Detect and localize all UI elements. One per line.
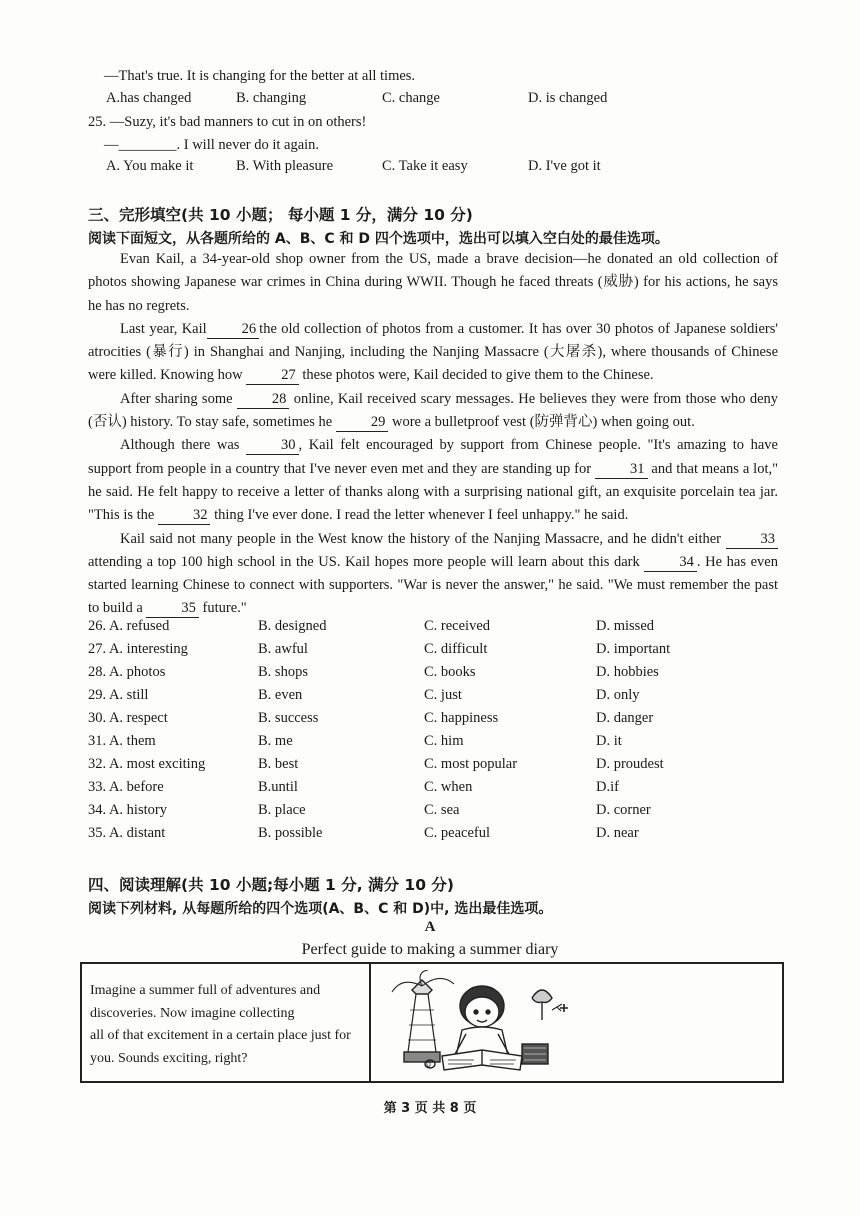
cloze-option-a[interactable]: 30. A. respect: [88, 710, 168, 726]
cloze-option-a[interactable]: 32. A. most exciting: [88, 756, 206, 772]
q25-option-d: D. I've got it: [528, 158, 601, 174]
cloze-option-row: [88, 733, 788, 755]
cloze-option-a[interactable]: 35. A. distant: [88, 825, 166, 841]
cloze-option-d[interactable]: D. it: [596, 733, 622, 749]
box-divider: [369, 964, 371, 1081]
cloze-option-d[interactable]: D.if: [596, 779, 619, 795]
cloze-option-c[interactable]: C. happiness: [424, 710, 499, 726]
blank-35[interactable]: 35: [146, 600, 199, 618]
cloze-paragraph-5: Kail said not many people in the West know the history of the Nanjing Massacre, and he didn't either 33 attending a top 100 high school in the US. Kail hopes more people will learn about this dark 34 . He has even started learning Chinese to connect with supporters. "War is never the answer," he said. "We must remember the past to build a 35 future.": [88, 530, 778, 617]
cloze-option-b[interactable]: B. possible: [258, 825, 323, 841]
cloze-option-c[interactable]: C. him: [424, 733, 464, 749]
blank-32[interactable]: 32: [158, 507, 211, 525]
cloze-option-row: [88, 756, 788, 778]
cloze-option-a[interactable]: 34. A. history: [88, 802, 167, 818]
q24-option-c: C. change: [382, 90, 440, 106]
q24-dialogue-answer: —That's true. It is changing for the better at all times.: [104, 68, 416, 84]
blank-27[interactable]: 27: [246, 367, 299, 385]
cloze-option-row: [88, 779, 788, 801]
cloze-option-row: [88, 802, 788, 824]
cloze-option-a[interactable]: 26. A. refused: [88, 618, 170, 634]
blank-26[interactable]: 26: [207, 321, 260, 339]
cloze-paragraph-4: Although there was 30 , Kail felt encouraged by support from Chinese people. "It's amazing to have support from people in a country that I've never even met and they are standing up for 31 and that means a lot," he said. He felt happy to receive a letter of thanks along with a surprising national gift, an exquisite porcelain tea jar. "This is the 32 thing I've ever done. I read the letter whenever I feel unhappy." he said.: [88, 437, 779, 524]
blank-34[interactable]: 34: [644, 554, 697, 572]
cloze-option-c[interactable]: C. sea: [424, 802, 460, 818]
cloze-option-d[interactable]: D. proudest: [596, 756, 664, 772]
cloze-option-a[interactable]: 28. A. photos: [88, 664, 166, 680]
cloze-option-b[interactable]: B. me: [258, 733, 293, 749]
svg-text:0: 0: [426, 1060, 432, 1069]
blank-28[interactable]: 28: [237, 391, 290, 409]
cloze-option-d[interactable]: D. important: [596, 641, 671, 657]
q25-option-a: A. You make it: [106, 158, 194, 174]
cloze-option-row: [88, 825, 788, 847]
cloze-option-b[interactable]: B. shops: [258, 664, 308, 680]
q25-option-b: B. With pleasure: [236, 158, 334, 174]
q24-option-d: D. is changed: [528, 90, 608, 106]
cloze-option-row: [88, 664, 788, 686]
cloze-option-b[interactable]: B. designed: [258, 618, 327, 634]
cloze-option-b[interactable]: B. awful: [258, 641, 308, 657]
cloze-passage: [88, 248, 778, 621]
cloze-option-c[interactable]: C. peaceful: [424, 825, 491, 841]
q25-options: [88, 158, 788, 180]
cloze-option-c[interactable]: C. difficult: [424, 641, 488, 657]
cloze-option-c[interactable]: C. when: [424, 779, 473, 795]
q25-option-c: C. Take it easy: [382, 158, 468, 174]
blank-29[interactable]: 29: [336, 414, 389, 432]
cloze-option-b[interactable]: B. success: [258, 710, 319, 726]
cloze-option-d[interactable]: D. near: [596, 825, 639, 841]
cloze-option-a[interactable]: 33. A. before: [88, 779, 164, 795]
passage-a-box: [80, 962, 784, 1083]
passage-letter: A: [424, 919, 436, 935]
child-writing-diary-illustration: [382, 970, 772, 1078]
cloze-option-d[interactable]: D. only: [596, 687, 640, 703]
cloze-option-b[interactable]: B. best: [258, 756, 299, 772]
box-intro-text: Imagine a summer full of adventures and discoveries. Now imagine collecting all of that excitement in a certain place just for you. Sounds exciting, right?: [90, 983, 351, 1066]
q25-reply-text: . I will never do it again.: [176, 137, 320, 153]
q24-options: [88, 90, 788, 112]
section3-heading: 三、完形填空(共 10 小题； 每小题 1 分，满分 10 分): [88, 206, 473, 224]
cloze-option-row: [88, 618, 788, 640]
section3-instruction: 阅读下面短文，从各题所给的 A、B、C 和 D 四个选项中，选出可以填入空白处的最佳选项。: [88, 231, 669, 247]
blank-33[interactable]: 33: [726, 531, 779, 549]
cloze-option-b[interactable]: B. even: [258, 687, 303, 703]
cloze-option-b[interactable]: B.until: [258, 779, 298, 795]
cloze-option-row: [88, 641, 788, 663]
cloze-option-c[interactable]: C. books: [424, 664, 476, 680]
cloze-option-a[interactable]: 31. A. them: [88, 733, 156, 749]
cloze-option-a[interactable]: 29. A. still: [88, 687, 149, 703]
q25-prompt: 25. —Suzy, it's bad manners to cut in on others!: [88, 114, 367, 130]
cloze-option-c[interactable]: C. most popular: [424, 756, 518, 772]
q25-reply: —________. I will never do it again.: [104, 137, 320, 153]
cloze-option-c[interactable]: C. just: [424, 687, 462, 703]
page-footer: 第 3 页 共 8 页: [383, 1101, 477, 1116]
blank-31[interactable]: 31: [595, 461, 648, 479]
cloze-option-row: [88, 710, 788, 732]
cloze-option-c[interactable]: C. received: [424, 618, 491, 634]
cloze-option-d[interactable]: D. danger: [596, 710, 654, 726]
section4-heading: 四、阅读理解(共 10 小题;每小题 1 分, 满分 10 分): [88, 876, 454, 894]
q25-blank: ________: [118, 137, 177, 153]
cloze-paragraph-3: After sharing some 28 online, Kail received scary messages. He believes they were from those who deny (否认) history. To stay safe, sometimes he 29 wore a bulletproof vest (防弹背心) when going out.: [88, 390, 779, 431]
q24-option-a: A.has changed: [106, 90, 192, 106]
blank-30[interactable]: 30: [246, 437, 299, 455]
q24-option-b: B. changing: [236, 90, 307, 106]
cloze-paragraph-1: Evan Kail, a 34-year-old shop owner from the US, made a brave decision—he donated an old collection of photos showing Japanese war crimes in China during WWII. Though he faced threats (威胁) for his actions, he says he has no regrets.: [88, 251, 778, 314]
cloze-paragraph-2: Last year, Kail 26 the old collection of photos from a customer. It has over 30 photos of Japanese soldiers' atrocities (暴行) in Shanghai and Nanjing, including the Nanjing Massacre (大屠杀), where thousands of Chinese were killed. Knowing how 27 these photos were, Kail decided to give them to the Chinese.: [88, 320, 778, 384]
cloze-option-d[interactable]: D. hobbies: [596, 664, 659, 680]
section4-instruction: 阅读下列材料, 从每题所给的四个选项(A、B、C 和 D)中, 选出最佳选项。: [88, 901, 553, 917]
cloze-option-d[interactable]: D. corner: [596, 802, 651, 818]
cloze-option-d[interactable]: D. missed: [596, 618, 654, 634]
cloze-option-a[interactable]: 27. A. interesting: [88, 641, 188, 657]
cloze-option-row: [88, 687, 788, 709]
passage-title: Perfect guide to making a summer diary: [301, 941, 559, 958]
cloze-option-b[interactable]: B. place: [258, 802, 306, 818]
